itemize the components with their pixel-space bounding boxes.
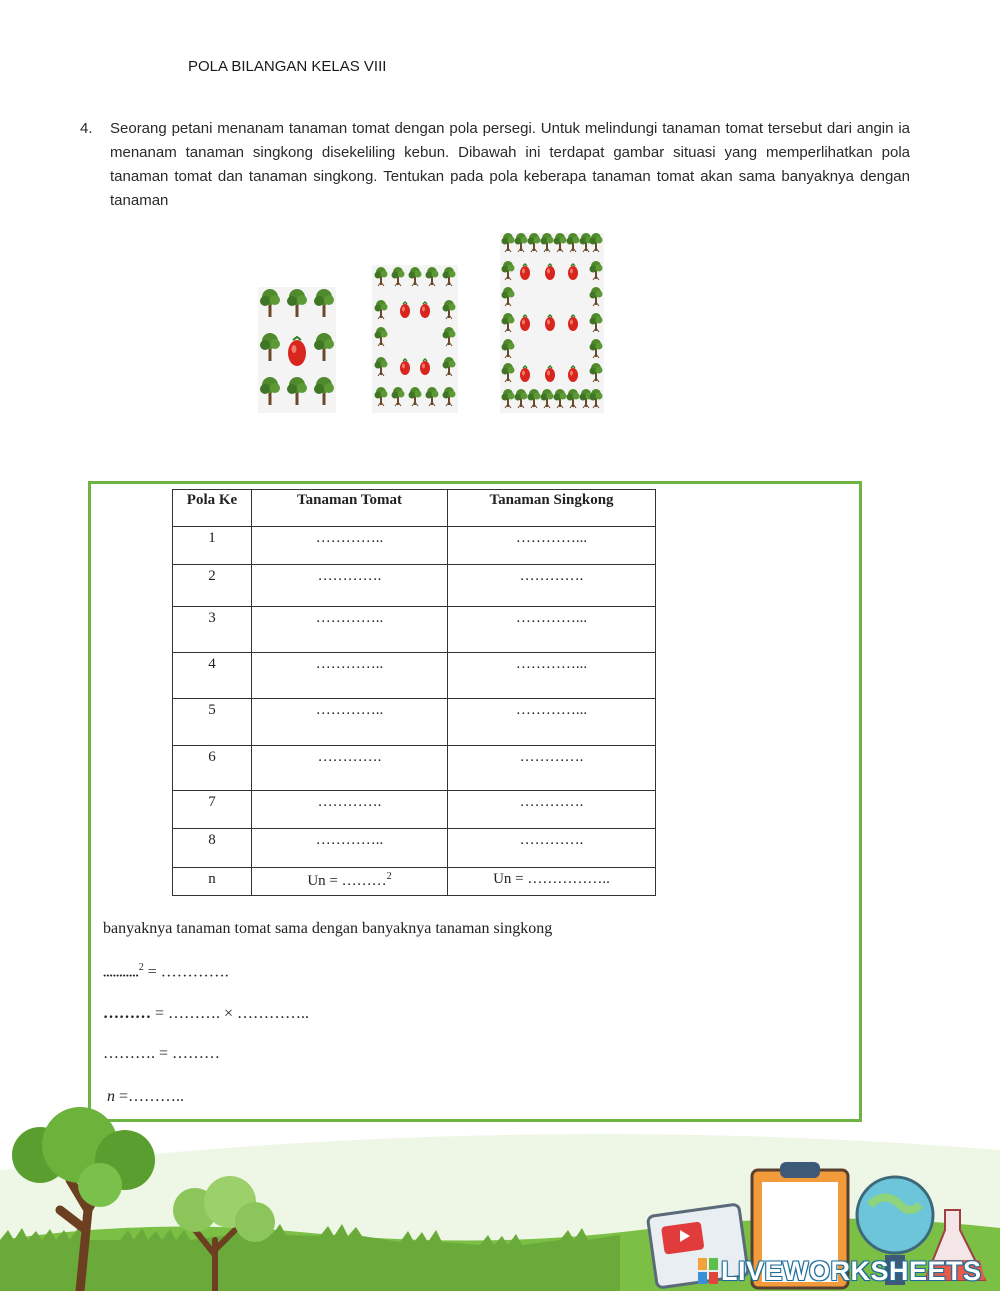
work-intro: banyaknya tanaman tomat sama dengan banyaknya tanaman singkong [103,920,553,937]
work-line-1[interactable] [103,962,229,981]
pattern-3 [500,233,604,413]
singkong-answer-field[interactable]: …………... [448,527,656,565]
work-line-1-blank: ........... [103,964,139,980]
pola-cell: n [173,868,252,896]
singkong-formula-field[interactable]: Un = …………….. [448,868,656,896]
pola-cell: 8 [173,829,252,868]
question-text: Seorang petani menanam tanaman tomat dengan pola persegi. Untuk melindungi tanaman tomat tersebut dari angin ia menanam tanaman singkong disekeliling kebun. Dibawah ini terdapat gambar situasi yang memperlihatkan pola tanaman tomat dan tanaman singkong. Tentukan pada pola keberapa tanaman tomat akan sama banyaknya dengan tanaman [110,120,910,209]
pola-cell: 4 [173,653,252,699]
question-number: 4. [80,120,93,137]
tomat-answer-field[interactable]: ………….. [252,653,448,699]
tomat-formula-text: Un = ……… [307,873,387,889]
tomat-formula-field[interactable] [252,868,448,896]
pola-cell: 2 [173,565,252,607]
table-row [173,527,656,565]
work-line-4-rest: =……….. [115,1088,185,1105]
singkong-answer-field[interactable]: …………... [448,607,656,653]
table-row [173,653,656,699]
singkong-answer-field[interactable]: …………. [448,746,656,791]
table-row [173,607,656,653]
tomat-answer-field[interactable]: …………. [252,791,448,829]
work-line-3[interactable]: ………. = ……… [103,1045,221,1062]
table-row [173,829,656,868]
pola-cell: 3 [173,607,252,653]
exponent: 2 [386,871,392,882]
work-line-1-rest: = …………. [143,963,229,981]
liveworksheets-badge-icon [698,1258,718,1284]
tomat-answer-field[interactable]: ………….. [252,699,448,746]
pattern-2 [372,265,458,413]
tomat-answer-field[interactable]: ………….. [252,829,448,868]
column-header: Pola Ke [173,490,252,527]
plant-pattern-illustration [250,225,620,425]
liveworksheets-logo-text: LIVEWORKSHEETS [721,1256,982,1286]
singkong-answer-field[interactable]: …………. [448,829,656,868]
table-row [173,565,656,607]
table-row [173,746,656,791]
table-row [173,699,656,746]
tomat-answer-field[interactable]: …………. [252,746,448,791]
table-row-n [173,868,656,896]
column-header: Tanaman Tomat [252,490,448,527]
pola-cell: 1 [173,527,252,565]
singkong-answer-field[interactable]: …………... [448,699,656,746]
singkong-answer-field[interactable]: …………... [448,653,656,699]
question-block [80,117,910,213]
pola-cell: 5 [173,699,252,746]
work-line-2-blank: ……… [103,1005,151,1022]
answer-box [88,481,862,1122]
exponent: 2 [138,962,144,973]
variable-n: n [107,1088,115,1105]
tomat-answer-field[interactable]: ………….. [252,607,448,653]
table-row [173,791,656,829]
pattern-1 [258,287,336,413]
pattern-table [172,489,656,896]
work-line-2-rest: = ………. × ………….. [151,1005,310,1022]
tomat-answer-field[interactable]: ………….. [252,527,448,565]
tomat-answer-field[interactable]: …………. [252,565,448,607]
column-header: Tanaman Singkong [448,490,656,527]
pola-cell: 7 [173,791,252,829]
table-header-row [173,490,656,527]
liveworksheets-logo[interactable] [698,1256,982,1287]
pola-cell: 6 [173,746,252,791]
singkong-answer-field[interactable]: …………. [448,791,656,829]
singkong-answer-field[interactable]: …………. [448,565,656,607]
page-title: POLA BILANGAN KELAS VIII [188,58,387,75]
work-line-2[interactable] [103,1005,309,1023]
